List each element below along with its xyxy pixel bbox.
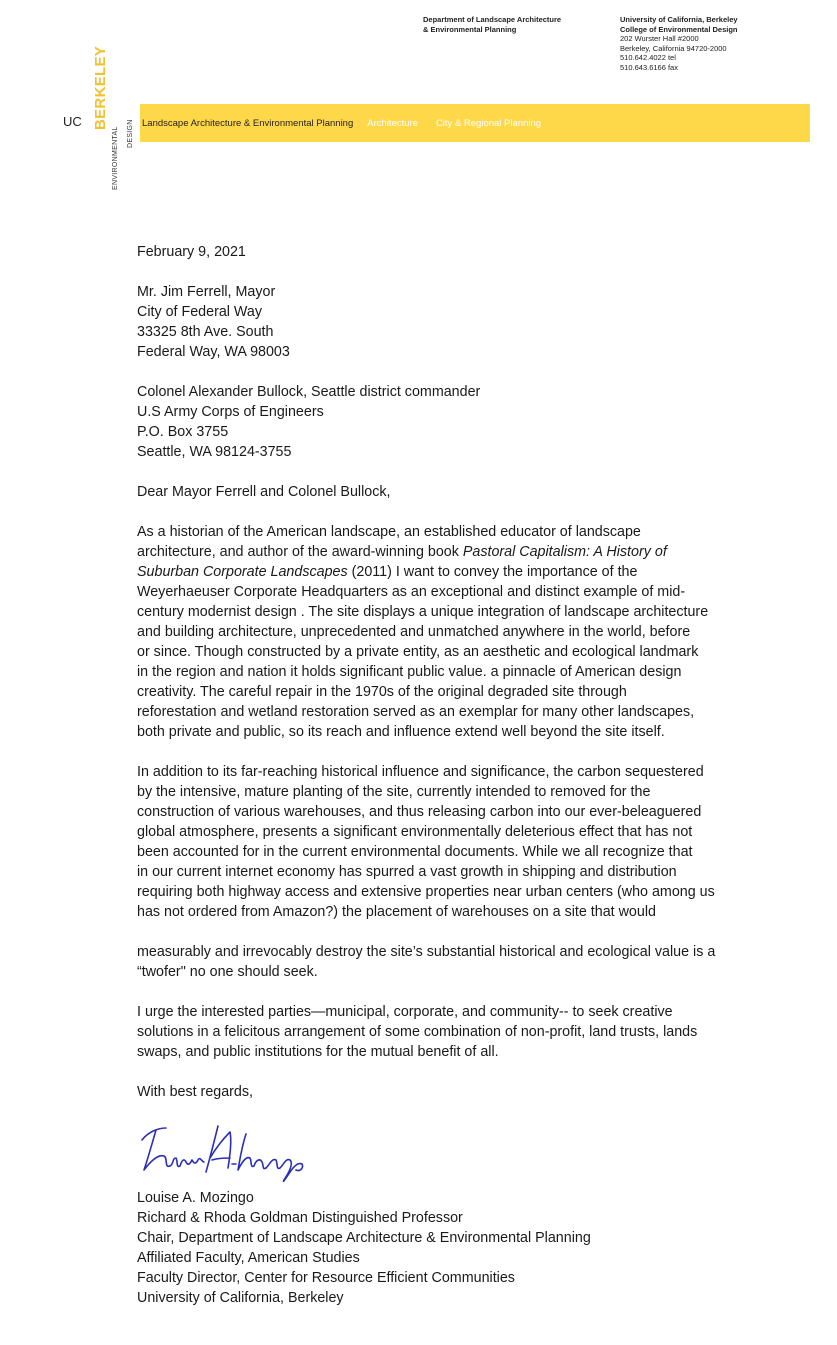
logo-environmental: ENVIRONMENTAL	[112, 126, 119, 190]
university-address: University of California, Berkeley College of Environmental Design 202 Wurster Hall #2000 Berkeley, California 94720-2000 510.642.4022 tel 510.643.6166 fax	[620, 15, 738, 72]
signatory-block	[137, 1188, 591, 1308]
paragraph-2: In addition to its far-reaching historical influence and significance, the carbon sequestered by the intensive, mature planting of the site, currently intended to removed for the construction of various warehouses, and thus releasing carbon into our ever-beleaguered global atmosphere, presents a significant environmentally deleterious effect that has not been accounted for in the current environmental documents. While we all recognize that in our current internet economy has spurred a vast growth in shipping and distribution requiring both highway access and extensive properties near urban centers (who among us has not ordered from Amazon?) the placement of warehouses on a site that would	[137, 764, 715, 920]
letter-date: February 9, 2021	[137, 244, 246, 260]
program-landscape: Landscape Architecture & Environmental Planning	[142, 117, 354, 129]
closing: With best regards,	[137, 1084, 254, 1100]
book-title-part-1: Pastoral Capitalism: A History of	[462, 544, 667, 560]
recipient-colonel: Colonel Alexander Bullock, Seattle district commander U.S Army Corps of Engineers P.O. Box 3755 Seattle, WA 98124-3755	[137, 384, 481, 460]
signatory-director: Faculty Director, Center for Resource Efficient Communities	[137, 1270, 515, 1286]
signatory-name: Louise A. Mozingo	[137, 1190, 254, 1206]
program-band	[140, 104, 810, 142]
logo-design: DESIGN	[127, 119, 134, 148]
letter-body	[137, 242, 757, 1102]
salutation: Dear Mayor Ferrell and Colonel Bullock,	[137, 484, 391, 500]
logo-berkeley: BERKELEY	[92, 45, 109, 130]
handwritten-signature	[138, 1118, 318, 1188]
department-name: Department of Landscape Architecture & Environmental Planning	[423, 15, 562, 34]
logo-uc: UC	[63, 114, 82, 129]
paragraph-1: As a historian of the American landscape, an established educator of landscape architecture, and author of the award-winning book Pastoral Capitalism: A History of Suburban Corporate Landscapes (2011) I want to convey the importance of the Weyerhaeuser Corporate Headquarters as an exceptional and distinct example of mid- century modernist design . The site displays a unique integration of landscape architecture and building architecture, unprecedented and unmatched anywhere in the world, before or since. Though constructed by a private entity, as an aesthetic and ecological landmark in the region and nation it holds significant public value. a pinnacle of American design creativity. The careful repair in the 1970s of the original degraded site through reforestation and wetland restoration served as an exemplar for many other landscapes, both private and public, so its reach and influence extend well beyond the site itself.	[137, 524, 709, 740]
signatory-chair: Chair, Department of Landscape Architecture & Environmental Planning	[137, 1230, 591, 1246]
paragraph-4: I urge the interested parties—municipal, corporate, and community-- to seek creative solutions in a felicitous arrangement of some combination of non-profit, land trusts, lands swaps, and public institutions for the mutual benefit of all.	[137, 1004, 698, 1060]
program-city-planning: City & Regional Planning	[435, 117, 542, 129]
program-architecture: Architecture	[367, 117, 418, 129]
signatory-affiliation: Affiliated Faculty, American Studies	[137, 1250, 360, 1266]
signatory-title: Richard & Rhoda Goldman Distinguished Professor	[137, 1210, 463, 1226]
signatory-university: University of California, Berkeley	[137, 1290, 344, 1306]
paragraph-3: measurably and irrevocably destroy the site’s substantial historical and ecological value is a “twofer" no one should seek.	[137, 944, 716, 980]
book-title-part-2: Suburban Corporate Landscapes	[137, 564, 348, 580]
recipient-mayor: Mr. Jim Ferrell, Mayor City of Federal Way 33325 8th Ave. South Federal Way, WA 98003	[137, 284, 290, 360]
